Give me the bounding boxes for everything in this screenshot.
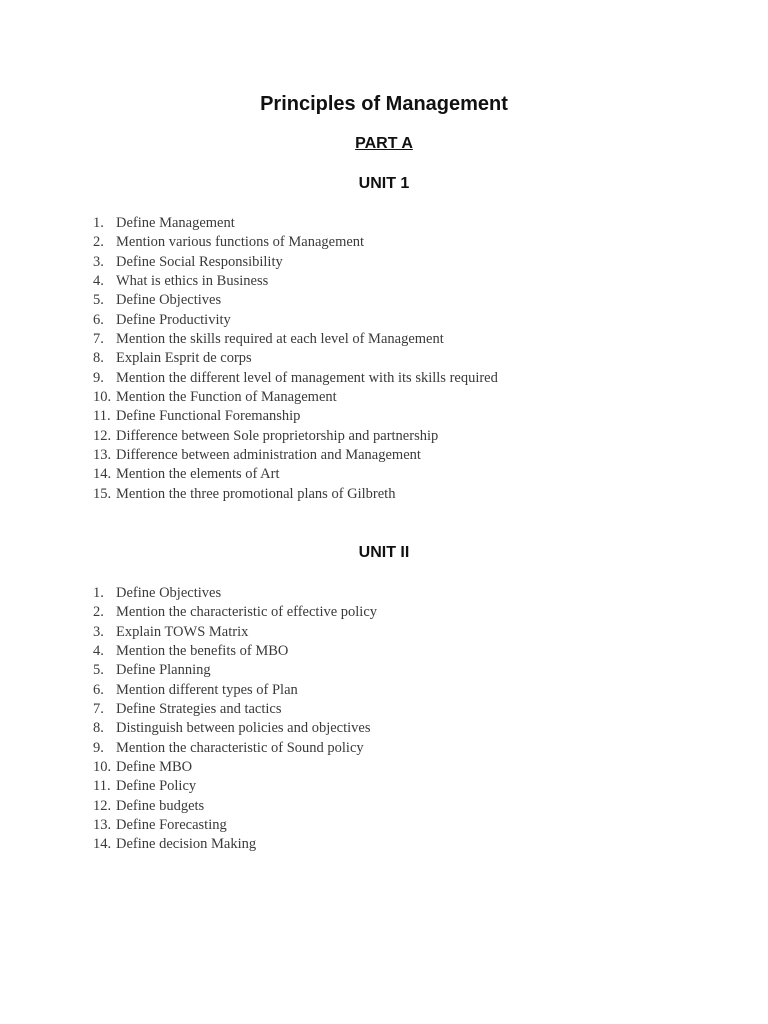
list-item	[93, 407, 498, 426]
list-item	[93, 485, 498, 504]
list-item	[93, 446, 498, 465]
question-text: Define Forecasting	[116, 817, 227, 834]
question-list-unit-1	[93, 214, 498, 504]
document-title: Principles of Management	[260, 93, 508, 115]
question-number: 8.	[93, 350, 104, 367]
question-text: Mention the skills required at each level of Management	[116, 331, 444, 348]
question-number: 2.	[93, 234, 104, 251]
question-text: Mention the three promotional plans of Gilbreth	[116, 485, 396, 502]
question-number: 15.	[93, 485, 112, 502]
list-item	[93, 816, 377, 835]
question-number: 11.	[93, 408, 111, 425]
question-text: Define MBO	[116, 759, 193, 776]
question-number: 13.	[93, 817, 112, 834]
question-text: Distinguish between policies and objectives	[116, 720, 371, 737]
question-text: Explain Esprit de corps	[116, 350, 252, 367]
question-text: Difference between Sole proprietorship and partnership	[116, 427, 439, 444]
list-item	[93, 777, 377, 796]
question-number: 2.	[93, 604, 104, 621]
list-item	[93, 233, 498, 252]
list-item	[93, 349, 498, 368]
list-item	[93, 465, 498, 484]
question-number: 14.	[93, 466, 112, 483]
question-text: Mention various functions of Management	[116, 234, 365, 251]
list-item	[93, 311, 498, 330]
question-text: Mention the benefits of MBO	[116, 643, 289, 660]
list-item	[93, 700, 377, 719]
question-text: Define decision Making	[116, 836, 257, 853]
question-number: 7.	[93, 331, 104, 348]
question-number: 3.	[93, 253, 104, 270]
question-number: 14.	[93, 836, 112, 853]
question-list-unit-2	[93, 584, 377, 855]
list-item	[93, 388, 498, 407]
list-item	[93, 758, 377, 777]
list-item	[93, 272, 498, 291]
question-number: 8.	[93, 720, 104, 737]
question-text: Mention different types of Plan	[116, 681, 298, 698]
list-item	[93, 369, 498, 388]
question-text: Define Management	[116, 215, 235, 231]
question-text: Define budgets	[116, 797, 205, 814]
list-item	[93, 291, 498, 310]
question-number: 6.	[93, 681, 104, 698]
question-number: 10.	[93, 389, 112, 406]
question-number: 5.	[93, 292, 104, 309]
question-text: Define Planning	[116, 662, 211, 679]
question-number: 10.	[93, 759, 112, 776]
list-item	[93, 253, 498, 272]
unit-heading: UNIT 1	[358, 175, 410, 192]
question-number: 1.	[93, 585, 104, 601]
question-text: Define Objectives	[116, 292, 222, 309]
question-number: 12.	[93, 797, 112, 814]
list-item	[93, 739, 377, 758]
question-number: 9.	[93, 739, 104, 756]
list-item	[93, 719, 377, 738]
list-item	[93, 642, 377, 661]
question-number: 3.	[93, 623, 104, 640]
list-item	[93, 835, 377, 854]
list-item	[93, 584, 377, 603]
list-item	[93, 427, 498, 446]
question-text: Define Policy	[116, 778, 197, 795]
question-text: Define Social Responsibility	[116, 253, 283, 270]
unit-heading: UNIT II	[358, 544, 410, 561]
list-item	[93, 681, 377, 700]
question-number: 1.	[93, 215, 104, 231]
question-text: Define Objectives	[116, 585, 222, 601]
question-number: 11.	[93, 778, 111, 795]
question-number: 5.	[93, 662, 104, 679]
question-text: Mention the different level of management with its skills required	[116, 369, 498, 386]
list-item	[93, 603, 377, 622]
question-number: 12.	[93, 427, 112, 444]
question-number: 9.	[93, 369, 104, 386]
question-text: Mention the elements of Art	[116, 466, 280, 483]
list-item	[93, 623, 377, 642]
question-number: 7.	[93, 701, 104, 718]
question-text: Mention the characteristic of effective policy	[116, 604, 378, 621]
question-number: 4.	[93, 643, 104, 660]
list-item	[93, 661, 377, 680]
question-text: Define Productivity	[116, 311, 231, 328]
question-text: Define Strategies and tactics	[116, 701, 282, 718]
question-text: What is ethics in Business	[116, 273, 269, 290]
question-text: Explain TOWS Matrix	[116, 623, 249, 640]
question-number: 4.	[93, 273, 104, 290]
question-text: Mention the characteristic of Sound policy	[116, 739, 364, 756]
question-number: 13.	[93, 447, 112, 464]
list-item	[93, 797, 377, 816]
question-text: Difference between administration and Management	[116, 447, 421, 464]
question-text: Mention the Function of Management	[116, 389, 337, 406]
question-text: Define Functional Foremanship	[116, 408, 301, 425]
list-item	[93, 214, 498, 233]
question-number: 6.	[93, 311, 104, 328]
list-item	[93, 330, 498, 349]
part-heading: PART A	[355, 135, 413, 152]
